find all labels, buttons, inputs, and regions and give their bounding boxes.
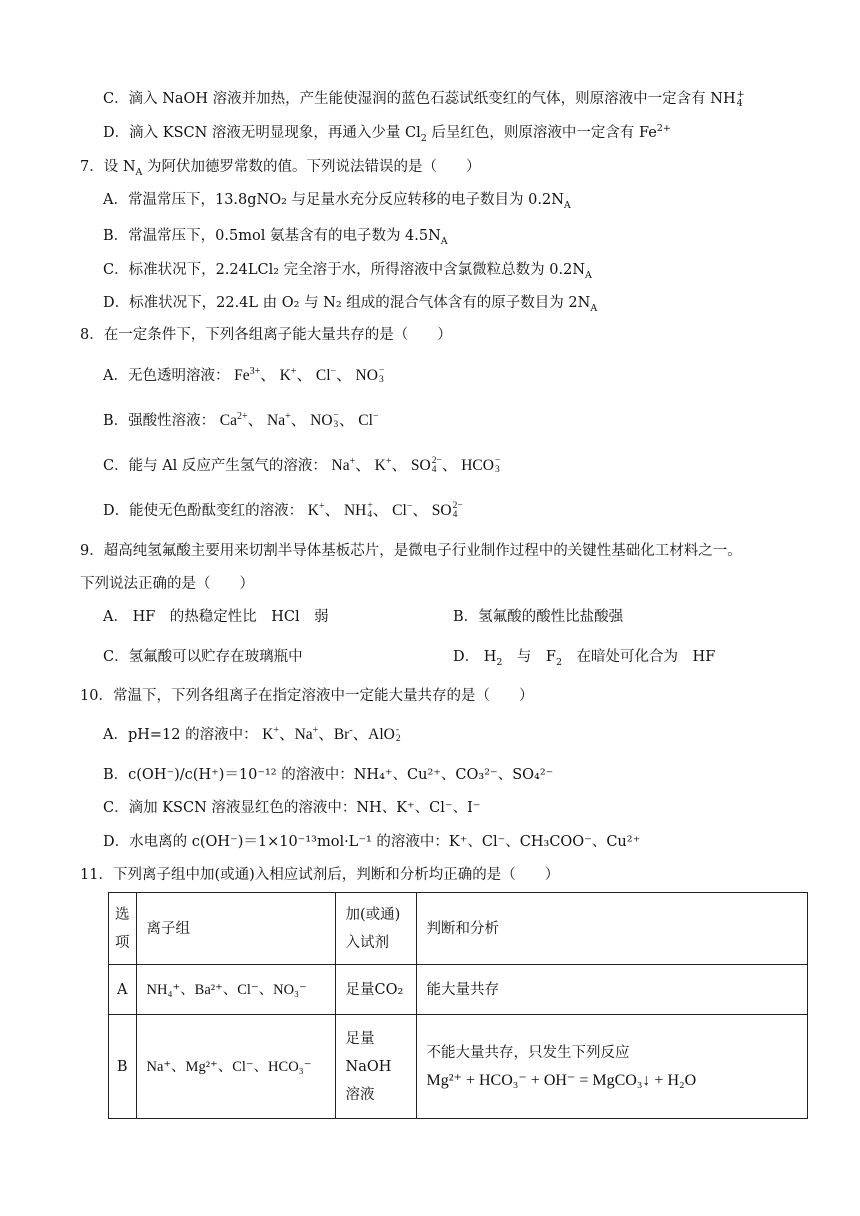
q8-option-a xyxy=(103,366,384,386)
q8-stem: 8．在一定条件下，下列各组离子能大量共存的是（ ） xyxy=(80,327,452,343)
q7b-sub: A xyxy=(440,235,448,247)
q8d-ions: K+、 NH + 4 、 Cl−、 SO 2− 4 xyxy=(307,500,463,521)
row-a-ions: NH₄⁺、Ba²⁺、Cl⁻、NO₃⁻ xyxy=(136,965,335,1015)
q7-stem xyxy=(80,157,481,177)
q7d-sub: A xyxy=(590,302,598,314)
q10a-ions: K+、Na+、Br-、AlO - 2 xyxy=(262,724,401,745)
q11-stem: 11．下列离子组中加(或通)入相应试剂后，判断和分析均正确的是（ ） xyxy=(80,867,560,883)
q9-option-a: A． HF 的热稳定性比 HCl 弱 xyxy=(103,609,329,625)
q8-option-b xyxy=(103,411,379,431)
table-row xyxy=(109,1015,808,1119)
q10-option-b: B．c(OH⁻)/c(H⁺)＝10⁻¹² 的溶液中：NH₄⁺、Cu²⁺、CO₃²⁻、SO₄²⁻ xyxy=(103,767,554,783)
q9-stem-line1: 9．超高纯氢氟酸主要用来切割半导体基板芯片，是微电子行业制作过程中的关键性基础化工材料之一。 xyxy=(80,543,742,559)
q7b-text: B．常温常压下，0.5mol 氨基含有的电子数为 4.5N xyxy=(103,228,441,244)
q8-option-c xyxy=(103,456,500,476)
q6c-sup: + xyxy=(736,89,745,100)
q7a-sub: A xyxy=(563,199,571,211)
q9-option-c: C．氢氟酸可以贮存在玻璃瓶中 xyxy=(103,649,303,665)
q7-text-b: 为阿伏加德罗常数的值。下列说法错误的是（ ） xyxy=(142,159,481,175)
q6d-text-b: 后呈红色，则原溶液中一定含有 Fe xyxy=(426,125,657,141)
q11-table xyxy=(108,892,808,1119)
table-row xyxy=(109,965,808,1015)
q8b-ions: $Ca^{2+}$、 Na+、 NO − 3 、 Cl− xyxy=(219,410,379,431)
q10-option-d: D．水电离的 c(OH⁻)＝1×10⁻¹³mol·L⁻¹ 的溶液中：K⁺、Cl⁻、CH₃COO⁻、Cu²⁺ xyxy=(103,834,641,850)
row-b-ions: Na⁺、Mg²⁺、Cl⁻、HCO₃⁻ xyxy=(136,1015,335,1119)
q7a-text: A．常温常压下，13.8gNO₂ 与足量水充分反应转移的电子数目为 0.2N xyxy=(103,192,564,208)
q6c-charge xyxy=(737,90,745,108)
q8a-ions: $Fe^{3+}$、 K+、 Cl−、 NO − 3 xyxy=(234,365,385,386)
row-b-analysis-cell xyxy=(416,1015,808,1119)
q9d-text-b: 与 F xyxy=(502,649,556,665)
row-a-option: A xyxy=(109,965,137,1015)
q7d-text: D．标准状况下，22.4L 由 O₂ 与 N₂ 组成的混合气体含有的原子数目为 2N xyxy=(103,295,591,311)
header-ions: 离子组 xyxy=(136,893,335,965)
q10-option-a xyxy=(103,725,401,745)
q10-stem: 10．常温下，下列各组离子在指定溶液中一定能大量共存的是（ ） xyxy=(80,688,534,704)
q9-option-d: D． $H_2$ 与 $F_2$ 在暗处可化合为 HF xyxy=(453,649,716,668)
q7c-sub: A xyxy=(585,269,592,281)
q8a-text: A．无色透明溶液： xyxy=(103,368,230,384)
q9d-text-c: 在暗处可化合为 HF xyxy=(562,649,716,665)
q10-option-c: C．滴加 KSCN 溶液显红色的溶液中：NH、K⁺、Cl⁻、I⁻ xyxy=(103,800,481,816)
q8d-text: D．能使无色酚酞变红的溶液： xyxy=(103,503,304,519)
q9d-text-a: D． H xyxy=(453,649,497,665)
q6c-text: C．滴入 NaOH 溶液并加热，产生能使湿润的蓝色石蕊试纸变红的气体，则原溶液中一定含有 NH xyxy=(103,91,736,107)
q6c-sub: 4 xyxy=(736,98,743,109)
row-b-option: B xyxy=(109,1015,137,1119)
q7-option-b xyxy=(103,226,448,246)
row-a-reagent: 足量CO₂ xyxy=(335,965,416,1015)
q7-option-a xyxy=(103,190,571,210)
q6-option-d xyxy=(103,123,671,143)
row-b-analysis: 不能大量共存，只发生下列反应 xyxy=(426,1044,630,1061)
q8b-text: B．强酸性溶液： xyxy=(103,413,216,429)
header-option: 选项 xyxy=(109,893,137,965)
table-header-row xyxy=(109,893,808,965)
q7-text-a: 7．设 N xyxy=(80,159,136,175)
header-analysis: 判断和分析 xyxy=(416,893,808,965)
header-reagent: 加(或通)入试剂 xyxy=(335,893,416,965)
q8c-ions: Na+、 K+、 SO 2− 4 、 HCO − 3 xyxy=(331,455,501,476)
row-b-reagent: 足量NaOH溶液 xyxy=(335,1015,416,1119)
q9-option-b: B．氢氟酸的酸性比盐酸强 xyxy=(453,609,624,625)
row-a-analysis: 能大量共存 xyxy=(416,965,808,1015)
q7-option-d xyxy=(103,293,597,313)
row-b-equation: Mg²⁺ + HCO₃⁻ + OH⁻ = MgCO₃↓ + H₂O xyxy=(426,1071,697,1089)
q10a-text: A．pH=12 的溶液中： xyxy=(103,727,258,743)
q7-sub: A xyxy=(135,166,143,178)
q7-option-c xyxy=(103,260,592,280)
q6-option-c xyxy=(103,89,745,109)
q6d-sup: 2+ xyxy=(656,123,671,135)
q6d-text-a: D．滴入 KSCN 溶液无明显现象，再通入少量 Cl xyxy=(103,125,421,141)
q8-option-d xyxy=(103,501,463,521)
q7c-text: C．标准状况下，2.24LCl₂ 完全溶于水，所得溶液中含氯微粒总数为 0.2N xyxy=(103,262,586,278)
q6d-sub: 2 xyxy=(420,132,427,144)
q8c-text: C．能与 Al 反应产生氢气的溶液： xyxy=(103,458,327,474)
q9-stem-line2: 下列说法正确的是（ ） xyxy=(80,576,254,592)
